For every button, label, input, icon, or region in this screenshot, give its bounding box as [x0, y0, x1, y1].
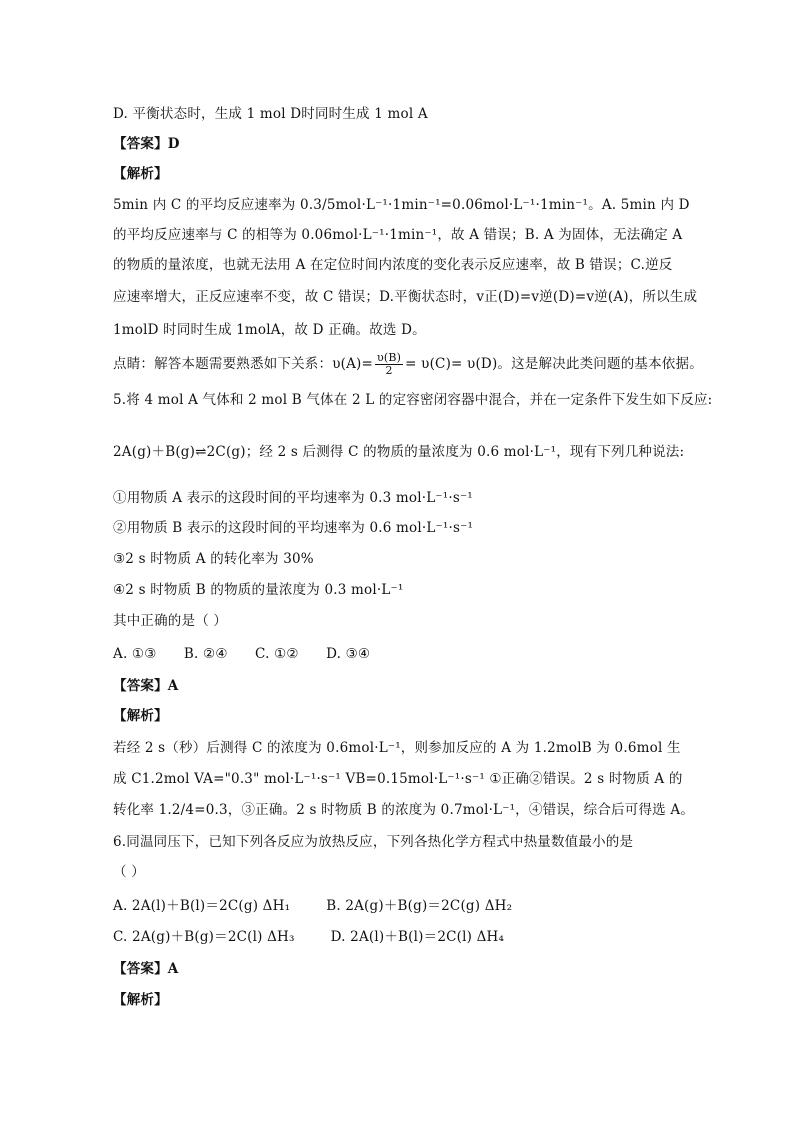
- statement-4: ④2 s 时物质 B 的物质的量浓度为 0.3 mol·L⁻¹: [113, 582, 404, 598]
- analysis-label: 【解析】: [113, 992, 168, 1008]
- statement-2: ②用物质 B 表示的这段时间的平均速率为 0.6 mol·L⁻¹·s⁻¹: [113, 520, 474, 536]
- analysis-text: 的物质的量浓度，也就无法用 A 在定位时间内浓度的变化表示反应速率，故 B 错误；C.逆反: [113, 257, 673, 273]
- fraction: [375, 352, 403, 377]
- analysis-text: 转化率 1.2/4=0.3，③正确。2 s 时物质 B 的浓度为 0.7mol·L⁻¹，④错误，综合后可得选 A。: [113, 802, 695, 818]
- analysis-text: 的平均反应速率与 C 的相等为 0.06mol·L⁻¹·1min⁻¹，故 A 错误；B. A 为固体，无法确定 A: [113, 227, 683, 243]
- option-d: D. 2A(l)＋B(l)＝2C(l) ΔH₄: [330, 929, 505, 945]
- analysis-text: 5min 内 C 的平均反应速率为 0.3/5mol·L⁻¹·1min⁻¹=0.06mol·L⁻¹·1min⁻¹。A. 5min 内 D: [113, 197, 690, 213]
- question-6-stem: 6.同温同压下，已知下列各反应为放热反应，下列各热化学方程式中热量数值最小的是: [113, 834, 634, 850]
- tip-text: = υ(C)= υ(D)。这是解决此类问题的基本依据。: [405, 356, 703, 372]
- analysis-label: 【解析】: [113, 708, 168, 724]
- option-d: D. 平衡状态时，生成 1 mol D时同时生成 1 mol A: [113, 106, 428, 122]
- tip-line: [113, 352, 703, 377]
- question-6-options-row: [113, 928, 504, 946]
- analysis-text: 成 C1.2mol VA="0.3" mol·L⁻¹·s⁻¹ VB=0.15mol·L⁻¹·s⁻¹ ①正确②错误。2 s 时物质 A 的: [113, 771, 683, 787]
- question-6-bracket: （ ）: [113, 864, 145, 880]
- tip-text: 点睛：解答本题需要熟悉如下关系：υ(A)=: [113, 356, 374, 372]
- option-a: A. 2A(l)＋B(l)＝2C(g) ΔH₁: [113, 898, 291, 914]
- answer-label: 【答案】A: [113, 961, 179, 977]
- statement-1: ①用物质 A 表示的这段时间的平均速率为 0.3 mol·L⁻¹·s⁻¹: [113, 490, 473, 506]
- option-b: B. 2A(g)＋B(g)＝2C(g) ΔH₂: [326, 898, 513, 914]
- question-5-stem: 5.将 4 mol A 气体和 2 mol B 气体在 2 L 的定容密闭容器中混合，并在一定条件下发生如下反应:: [113, 392, 713, 408]
- question-5-equation: 2A(g)＋B(g)⇌2C(g)；经 2 s 后测得 C 的物质的量浓度为 0.6 mol·L⁻¹，现有下列几种说法:: [113, 444, 685, 460]
- fraction-denominator: 2: [385, 364, 393, 377]
- analysis-text: 应速率增大，正反应速率不变，故 C 错误；D.平衡状态时，v正(D)=v逆(D)=v逆(A)，所以生成: [113, 289, 698, 305]
- analysis-text: 若经 2 s（秒）后测得 C 的浓度为 0.6mol·L⁻¹，则参加反应的 A 为 1.2molB 为 0.6mol 生: [113, 740, 681, 756]
- answer-label: 【答案】D: [113, 136, 180, 152]
- analysis-label: 【解析】: [113, 166, 168, 182]
- question-prompt: 其中正确的是（ ）: [113, 613, 228, 629]
- statement-3: ③2 s 时物质 A 的转化率为 30%: [113, 551, 314, 567]
- question-6-options-row: [113, 897, 512, 915]
- analysis-text: 1molD 时同时生成 1molA，故 D 正确。故选 D。: [113, 322, 426, 338]
- question-5-options: A. ①③ B. ②④ C. ①② D. ③④: [113, 646, 371, 662]
- answer-label: 【答案】A: [113, 678, 179, 694]
- fraction-numerator: υ(B): [377, 351, 402, 364]
- option-c: C. 2A(g)＋B(g)＝2C(l) ΔH₃: [113, 929, 295, 945]
